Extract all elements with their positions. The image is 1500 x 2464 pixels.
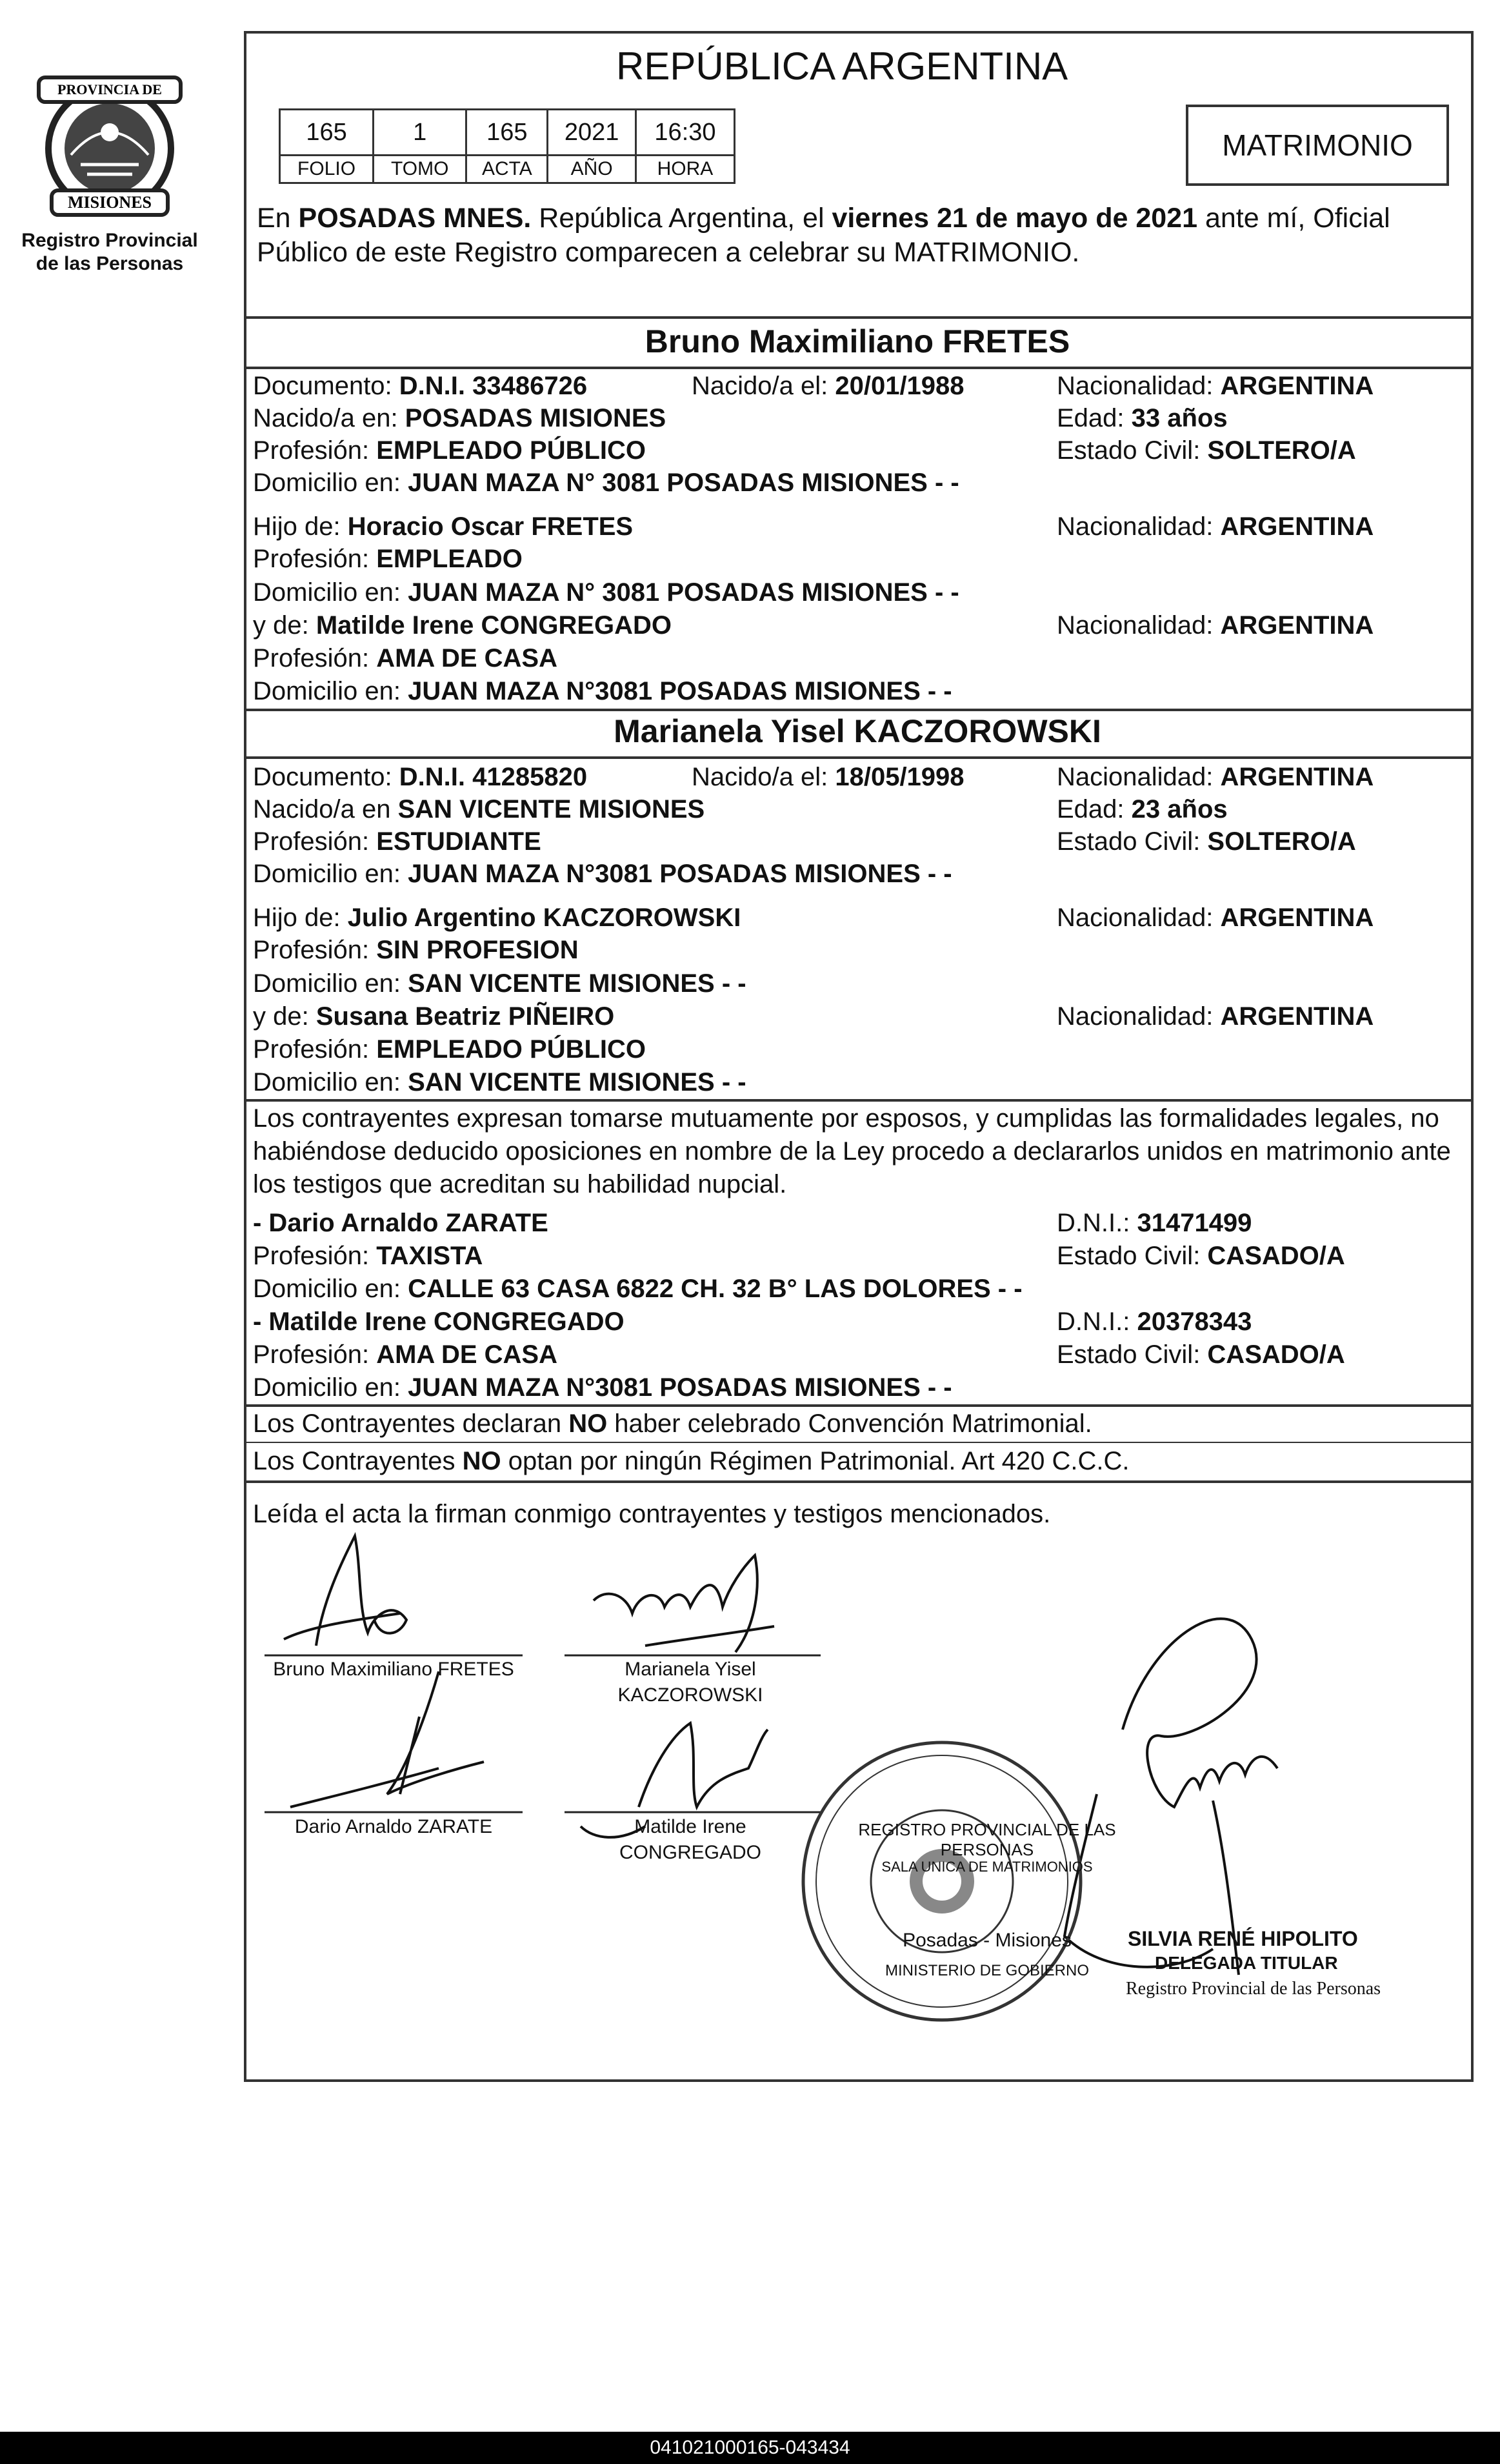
document-code-bar xyxy=(0,2432,1500,2464)
bride-name: Marianela Yisel KACZOROWSKI xyxy=(614,713,1101,749)
logo-bottom-text: MISIONES xyxy=(67,193,152,212)
sig-label-witness-2b: CONGREGADO xyxy=(619,1842,762,1863)
groom-mother: y de: Matilde Irene CONGREGADO xyxy=(253,611,672,640)
stamp-ministry-text: MINISTERIO DE GOBIERNO xyxy=(885,1962,1090,1979)
bride-mother: y de: Susana Beatriz PIÑEIRO xyxy=(253,1002,615,1031)
divider xyxy=(244,756,1471,759)
closing-text: Leída el acta la firman conmigo contrayentes y testigos mencionados. xyxy=(253,1500,1051,1528)
witness-1-profession: Profesión: TAXISTA xyxy=(253,1242,483,1270)
groom-father-address: Domicilio en: JUAN MAZA N° 3081 POSADAS MISIONES - - xyxy=(253,578,959,607)
divider xyxy=(244,316,1471,319)
registry-table xyxy=(279,108,735,184)
groom-birthplace: Nacido/a en: POSADAS MISIONES xyxy=(253,404,666,432)
groom-name: Bruno Maximiliano FRETES xyxy=(645,323,1070,359)
bride-age: Edad: 23 años xyxy=(1057,795,1228,823)
bride-profession: Profesión: ESTUDIANTE xyxy=(253,827,541,856)
act-type-box: MATRIMONIO xyxy=(1186,105,1449,186)
witness-1-dni: D.N.I.: 31471499 xyxy=(1057,1209,1252,1237)
folio-value: 165 xyxy=(280,110,374,156)
groom-civil-status: Estado Civil: SOLTERO/A xyxy=(1057,436,1356,465)
witness-1-name: - Dario Arnaldo ZARATE xyxy=(253,1209,548,1237)
witness-2-name: - Matilde Irene CONGREGADO xyxy=(253,1308,625,1336)
divider xyxy=(244,1480,1471,1483)
divider xyxy=(244,709,1471,711)
sig-label-witness-2a: Matilde Irene xyxy=(634,1816,746,1837)
stamp-outer-text: REGISTRO PROVINCIAL DE LAS PERSONAS xyxy=(858,1820,1116,1859)
bride-mother-profession: Profesión: EMPLEADO PÚBLICO xyxy=(253,1035,646,1064)
groom-father: Hijo de: Horacio Oscar FRETES xyxy=(253,512,634,541)
officer-role: DELEGADA TITULAR xyxy=(1155,1953,1338,1973)
intro-line-2: Público de este Registro comparecen a celebrar su MATRIMONIO. xyxy=(257,237,1080,268)
acta-value: 165 xyxy=(466,110,548,156)
divider xyxy=(244,367,1471,369)
groom-doc: Documento: D.N.I. 33486726 xyxy=(253,372,588,400)
tomo-label: TOMO xyxy=(374,156,466,183)
signature-witness-1 xyxy=(290,1671,484,1807)
groom-profession: Profesión: EMPLEADO PÚBLICO xyxy=(253,436,646,465)
bride-father-address: Domicilio en: SAN VICENTE MISIONES - - xyxy=(253,969,746,998)
bride-birthdate: Nacido/a el: 18/05/1998 xyxy=(692,763,965,791)
acta-label: ACTA xyxy=(466,156,548,183)
groom-birthdate: Nacido/a el: 20/01/1988 xyxy=(692,372,965,400)
logo-top-text: PROVINCIA DE xyxy=(57,81,162,97)
intro-date: viernes 21 de mayo de 2021 xyxy=(832,203,1197,234)
witness-2-address: Domicilio en: JUAN MAZA N°3081 POSADAS MISIONES - - xyxy=(253,1373,952,1402)
groom-mother-address: Domicilio en: JUAN MAZA N°3081 POSADAS MISIONES - - xyxy=(253,677,952,705)
groom-nationality: Nacionalidad: ARGENTINA xyxy=(1057,372,1374,400)
logo-caption xyxy=(6,229,213,276)
convention-line-2: Los Contrayentes NO optan por ningún Régimen Patrimonial. Art 420 C.C.C. xyxy=(253,1447,1130,1475)
signature-bride xyxy=(594,1555,774,1652)
hour-label: HORA xyxy=(635,156,734,183)
witness-2-civil: Estado Civil: CASADO/A xyxy=(1057,1340,1345,1369)
bride-father-profession: Profesión: SIN PROFESION xyxy=(253,936,579,964)
declaration-line-2: habiéndose deducido oposiciones en nombre de la Ley procedo a declararlos unidos en matrimonio ante xyxy=(253,1137,1451,1166)
bride-civil-status: Estado Civil: SOLTERO/A xyxy=(1057,827,1356,856)
bride-address: Domicilio en: JUAN MAZA N°3081 POSADAS MISIONES - - xyxy=(253,860,952,888)
bride-mother-address: Domicilio en: SAN VICENTE MISIONES - - xyxy=(253,1068,746,1096)
year-value: 2021 xyxy=(548,110,636,156)
folio-label: FOLIO xyxy=(280,156,374,183)
groom-father-profession: Profesión: EMPLEADO xyxy=(253,545,523,573)
groom-age: Edad: 33 años xyxy=(1057,404,1228,432)
bride-nationality: Nacionalidad: ARGENTINA xyxy=(1057,763,1374,791)
sig-label-bride-1: Marianela Yisel xyxy=(625,1659,756,1680)
signature-officer xyxy=(1065,1619,1277,1975)
intro-1a: En xyxy=(257,203,299,234)
sig-label-bride-2: KACZOROWSKI xyxy=(617,1684,763,1706)
document-code: 041021000165-043434 xyxy=(650,2437,850,2458)
bride-father: Hijo de: Julio Argentino KACZOROWSKI xyxy=(253,904,741,932)
logo-caption-line1: Registro Provincial xyxy=(21,230,198,251)
year-label: AÑO xyxy=(548,156,636,183)
logo-caption-line2: de las Personas xyxy=(35,253,184,274)
groom-mother-profession: Profesión: AMA DE CASA xyxy=(253,644,557,672)
officer-office: Registro Provincial de las Personas xyxy=(1126,1979,1381,1999)
intro-1c: República Argentina, el xyxy=(531,203,832,234)
bride-mother-nationality: Nacionalidad: ARGENTINA xyxy=(1057,1002,1374,1031)
country-title: REPÚBLICA ARGENTINA xyxy=(616,45,1068,88)
witness-1-civil: Estado Civil: CASADO/A xyxy=(1057,1242,1345,1270)
divider xyxy=(244,1099,1471,1102)
tomo-value: 1 xyxy=(374,110,466,156)
intro-place: POSADAS MNES. xyxy=(298,203,532,234)
witness-1-address: Domicilio en: CALLE 63 CASA 6822 CH. 32 B° LAS DOLORES - - xyxy=(253,1275,1023,1303)
divider xyxy=(244,1442,1471,1443)
sig-label-groom: Bruno Maximiliano FRETES xyxy=(273,1659,514,1680)
sig-label-witness-1: Dario Arnaldo ZARATE xyxy=(294,1816,493,1837)
bride-doc: Documento: D.N.I. 41285820 xyxy=(253,763,588,791)
groom-mother-nationality: Nacionalidad: ARGENTINA xyxy=(1057,611,1374,640)
divider xyxy=(244,1404,1471,1407)
convention-line-1: Los Contrayentes declaran NO haber celebrado Convención Matrimonial. xyxy=(253,1409,1092,1438)
declaration-line-3: los testigos que acreditan su habilidad nupcial. xyxy=(253,1170,787,1198)
registry-logo xyxy=(26,58,194,226)
stamp-city-text: Posadas - Misiones xyxy=(903,1930,1072,1951)
hour-value: 16:30 xyxy=(635,110,734,156)
bride-father-nationality: Nacionalidad: ARGENTINA xyxy=(1057,904,1374,932)
intro-1e: ante mí, Oficial xyxy=(1197,203,1390,234)
groom-address: Domicilio en: JUAN MAZA N° 3081 POSADAS MISIONES - - xyxy=(253,469,959,497)
witness-2-dni: D.N.I.: 20378343 xyxy=(1057,1308,1252,1336)
groom-father-nationality: Nacionalidad: ARGENTINA xyxy=(1057,512,1374,541)
bride-birthplace: Nacido/a en SAN VICENTE MISIONES xyxy=(253,795,705,823)
signature-groom xyxy=(284,1536,406,1646)
intro-line-1 xyxy=(257,201,1390,235)
witness-2-profession: Profesión: AMA DE CASA xyxy=(253,1340,557,1369)
declaration-line-1: Los contrayentes expresan tomarse mutuamente por esposos, y cumplidas las formalidades legales, no xyxy=(253,1104,1439,1133)
stamp-inner-text: SALA UNICA DE MATRIMONIOS xyxy=(881,1859,1093,1875)
officer-name: SILVIA RENÉ HIPOLITO xyxy=(1128,1927,1358,1950)
